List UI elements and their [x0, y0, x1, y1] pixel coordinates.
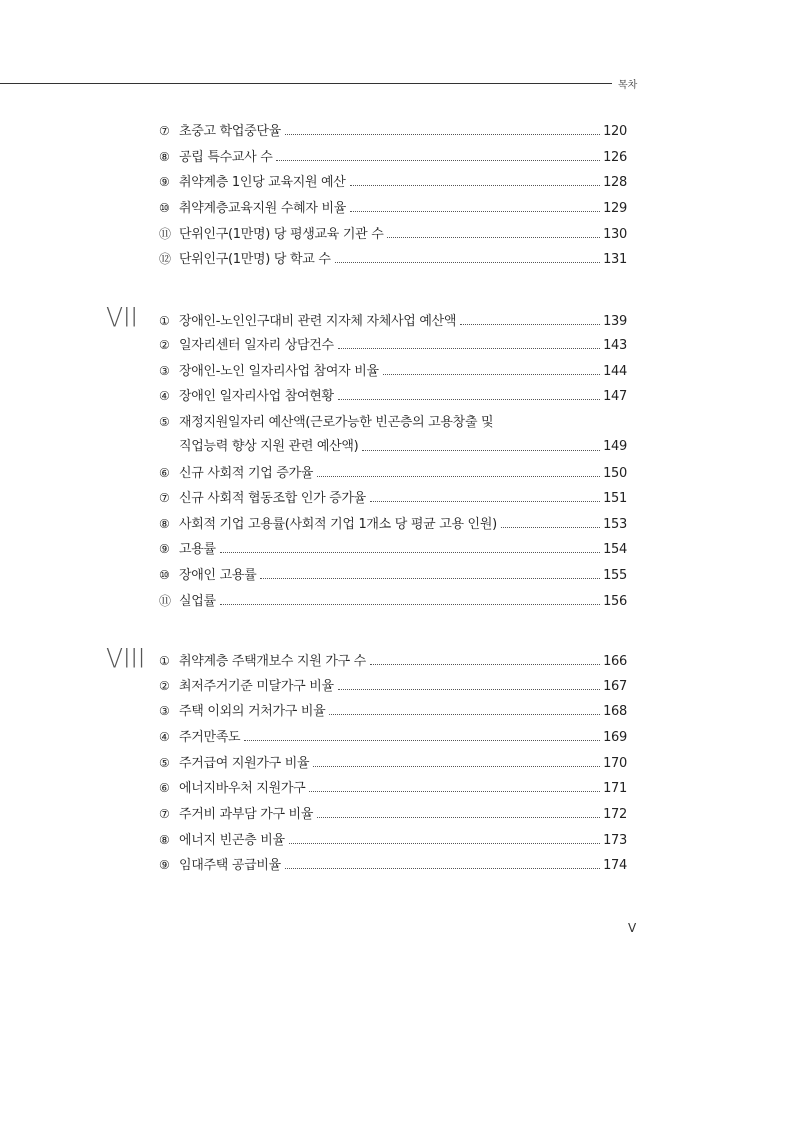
- entry-page: 173: [603, 833, 627, 848]
- entry-number: ⑥: [159, 466, 170, 480]
- entry-title: 장애인 일자리사업 참여현황: [179, 389, 334, 404]
- entry-page: 167: [603, 679, 627, 694]
- toc-entry[interactable]: [159, 855, 627, 875]
- entry-title: 초중고 학업중단율: [179, 124, 281, 139]
- leader-dots: [370, 501, 600, 502]
- entry-number: ④: [159, 730, 170, 744]
- entry-number: ⑪: [159, 594, 172, 608]
- entry-number: ②: [159, 679, 170, 693]
- entry-number: ⑨: [159, 542, 170, 556]
- entry-title: 임대주택 공급비율: [179, 858, 281, 873]
- entry-page: 153: [603, 517, 627, 532]
- entry-number: ⑪: [159, 227, 172, 241]
- entry-number: ⑧: [159, 150, 170, 164]
- entry-page: 155: [603, 568, 627, 583]
- leader-dots: [313, 766, 600, 767]
- entry-page: 170: [603, 756, 627, 771]
- entry-page: 168: [603, 704, 627, 719]
- entry-page: 172: [603, 807, 627, 822]
- entry-title: 신규 사회적 기업 증가율: [179, 466, 314, 481]
- entry-title: 단위인구(1만명) 당 학교 수: [179, 252, 331, 267]
- entry-title: 취약계층교육지원 수혜자 비율: [179, 201, 347, 216]
- entry-page: 129: [603, 201, 627, 216]
- leader-dots: [383, 374, 600, 375]
- toc-entry[interactable]: [159, 753, 627, 773]
- leader-dots: [370, 664, 600, 665]
- toc-entry[interactable]: [159, 198, 627, 218]
- entry-number: ⑧: [159, 833, 170, 847]
- leader-dots: [285, 868, 600, 869]
- toc-entry[interactable]: [159, 804, 627, 824]
- entry-title: 최저주거기준 미달가구 비율: [179, 679, 334, 694]
- entry-page: 147: [603, 389, 627, 404]
- entry-title: 장애인-노인 일자리사업 참여자 비율: [179, 364, 379, 379]
- leader-dots: [350, 211, 600, 212]
- toc-entry-first-line[interactable]: [159, 412, 627, 432]
- entry-number: ⑦: [159, 491, 170, 505]
- entry-page: 126: [603, 150, 627, 165]
- entry-title: 주거급여 지원가구 비율: [179, 756, 310, 771]
- toc-entry[interactable]: [159, 565, 627, 585]
- entry-title-continued: 직업능력 향상 지원 관련 예산액): [179, 439, 359, 454]
- entry-number: ②: [159, 338, 170, 352]
- entry-number: ⑨: [159, 858, 170, 872]
- entry-page: 171: [603, 781, 627, 796]
- entry-page: 156: [603, 594, 627, 609]
- entry-number: ④: [159, 389, 170, 403]
- leader-dots: [362, 450, 600, 451]
- toc-entry[interactable]: [159, 311, 627, 331]
- entry-title: 장애인 고용률: [179, 568, 257, 583]
- entry-title: 취약계층 1인당 교육지원 예산: [179, 175, 346, 190]
- entry-title: 고용률: [179, 542, 216, 557]
- entry-number: ⑩: [159, 201, 170, 215]
- entry-number: ⑨: [159, 175, 170, 189]
- entry-page: 154: [603, 542, 627, 557]
- toc-entry[interactable]: [159, 830, 627, 850]
- toc-entry[interactable]: [159, 514, 627, 534]
- entry-page: 149: [603, 439, 627, 454]
- leader-dots: [309, 791, 600, 792]
- leader-dots: [285, 134, 600, 135]
- toc-entry[interactable]: [159, 463, 627, 483]
- running-header: 목차: [618, 80, 638, 91]
- entry-number: ⑦: [159, 807, 170, 821]
- toc-entry[interactable]: [159, 701, 627, 721]
- entry-page: 143: [603, 338, 627, 353]
- toc-entry[interactable]: [159, 778, 627, 798]
- leader-dots: [220, 552, 600, 553]
- entry-title: 주거만족도: [179, 730, 241, 745]
- leader-dots: [276, 160, 600, 161]
- entry-page: 151: [603, 491, 627, 506]
- leader-dots: [350, 185, 601, 186]
- toc-entry[interactable]: [159, 727, 627, 747]
- toc-entry[interactable]: [159, 651, 627, 671]
- entry-title: 공립 특수교사 수: [179, 150, 273, 165]
- toc-entry[interactable]: [159, 386, 627, 406]
- entry-title: 신규 사회적 협동조합 인가 증가율: [179, 491, 366, 506]
- section-roman-numeral: VIII: [106, 642, 146, 675]
- leader-dots: [317, 476, 600, 477]
- toc-entry[interactable]: [159, 224, 627, 244]
- toc-entry[interactable]: [159, 361, 627, 381]
- entry-number: ⑫: [159, 252, 172, 266]
- entry-title: 일자리센터 일자리 상담건수: [179, 338, 334, 353]
- leader-dots: [338, 399, 600, 400]
- entry-title: 주택 이외의 거처가구 비율: [179, 704, 326, 719]
- entry-title: 에너지 빈곤층 비율: [179, 833, 285, 848]
- leader-dots: [329, 714, 600, 715]
- entry-page: 174: [603, 858, 627, 873]
- toc-entry[interactable]: [159, 335, 627, 355]
- toc-entry[interactable]: [159, 539, 627, 559]
- leader-dots: [220, 604, 600, 605]
- entry-title: 단위인구(1만명) 당 평생교육 기관 수: [179, 227, 384, 242]
- entry-number: ③: [159, 364, 170, 378]
- entry-page: 169: [603, 730, 627, 745]
- entry-page: 120: [603, 124, 627, 139]
- entry-number: ①: [159, 314, 170, 328]
- entry-title: 사회적 기업 고용률(사회적 기업 1개소 당 평균 고용 인원): [179, 517, 497, 532]
- entry-page: 128: [603, 175, 627, 190]
- toc-entry[interactable]: [159, 249, 627, 269]
- toc-entry[interactable]: [159, 147, 627, 167]
- leader-dots: [338, 348, 600, 349]
- header-rule: [0, 83, 612, 84]
- toc-entry[interactable]: [159, 172, 627, 192]
- entry-title: 장애인-노인인구대비 관련 지자체 자체사업 예산액: [179, 314, 457, 329]
- entry-number: ⑦: [159, 124, 170, 138]
- leader-dots: [335, 262, 600, 263]
- leader-dots: [317, 817, 600, 818]
- entry-number: ⑤: [159, 756, 170, 770]
- entry-number: ⑧: [159, 517, 170, 531]
- entry-title: 취약계층 주택개보수 지원 가구 수: [179, 654, 366, 669]
- entry-number: ⑤: [159, 415, 170, 429]
- toc-entry-continuation[interactable]: [179, 437, 627, 457]
- entry-page: 166: [603, 654, 627, 669]
- entry-page: 150: [603, 466, 627, 481]
- entry-title: 실업률: [179, 594, 216, 609]
- entry-number: ⑥: [159, 781, 170, 795]
- toc-entry[interactable]: [159, 676, 627, 696]
- entry-title: 주거비 과부담 가구 비율: [179, 807, 314, 822]
- page-number: V: [628, 921, 637, 935]
- entry-title: 재정지원일자리 예산액(근로가능한 빈곤층의 고용창출 및: [179, 415, 494, 430]
- entry-page: 144: [603, 364, 627, 379]
- entry-page: 139: [603, 314, 627, 329]
- leader-dots: [460, 324, 600, 325]
- entry-number: ⑩: [159, 568, 170, 582]
- leader-dots: [387, 237, 600, 238]
- leader-dots: [244, 740, 600, 741]
- toc-entry[interactable]: [159, 591, 627, 611]
- entry-title: 에너지바우처 지원가구: [179, 781, 306, 796]
- leader-dots: [501, 527, 600, 528]
- leader-dots: [289, 843, 600, 844]
- toc-entry[interactable]: [159, 121, 627, 141]
- entry-page: 130: [603, 227, 627, 242]
- section-roman-numeral: VII: [106, 301, 138, 334]
- leader-dots: [260, 578, 600, 579]
- entry-page: 131: [603, 252, 627, 267]
- entry-number: ①: [159, 654, 170, 668]
- leader-dots: [338, 689, 600, 690]
- entry-number: ③: [159, 704, 170, 718]
- toc-entry[interactable]: [159, 488, 627, 508]
